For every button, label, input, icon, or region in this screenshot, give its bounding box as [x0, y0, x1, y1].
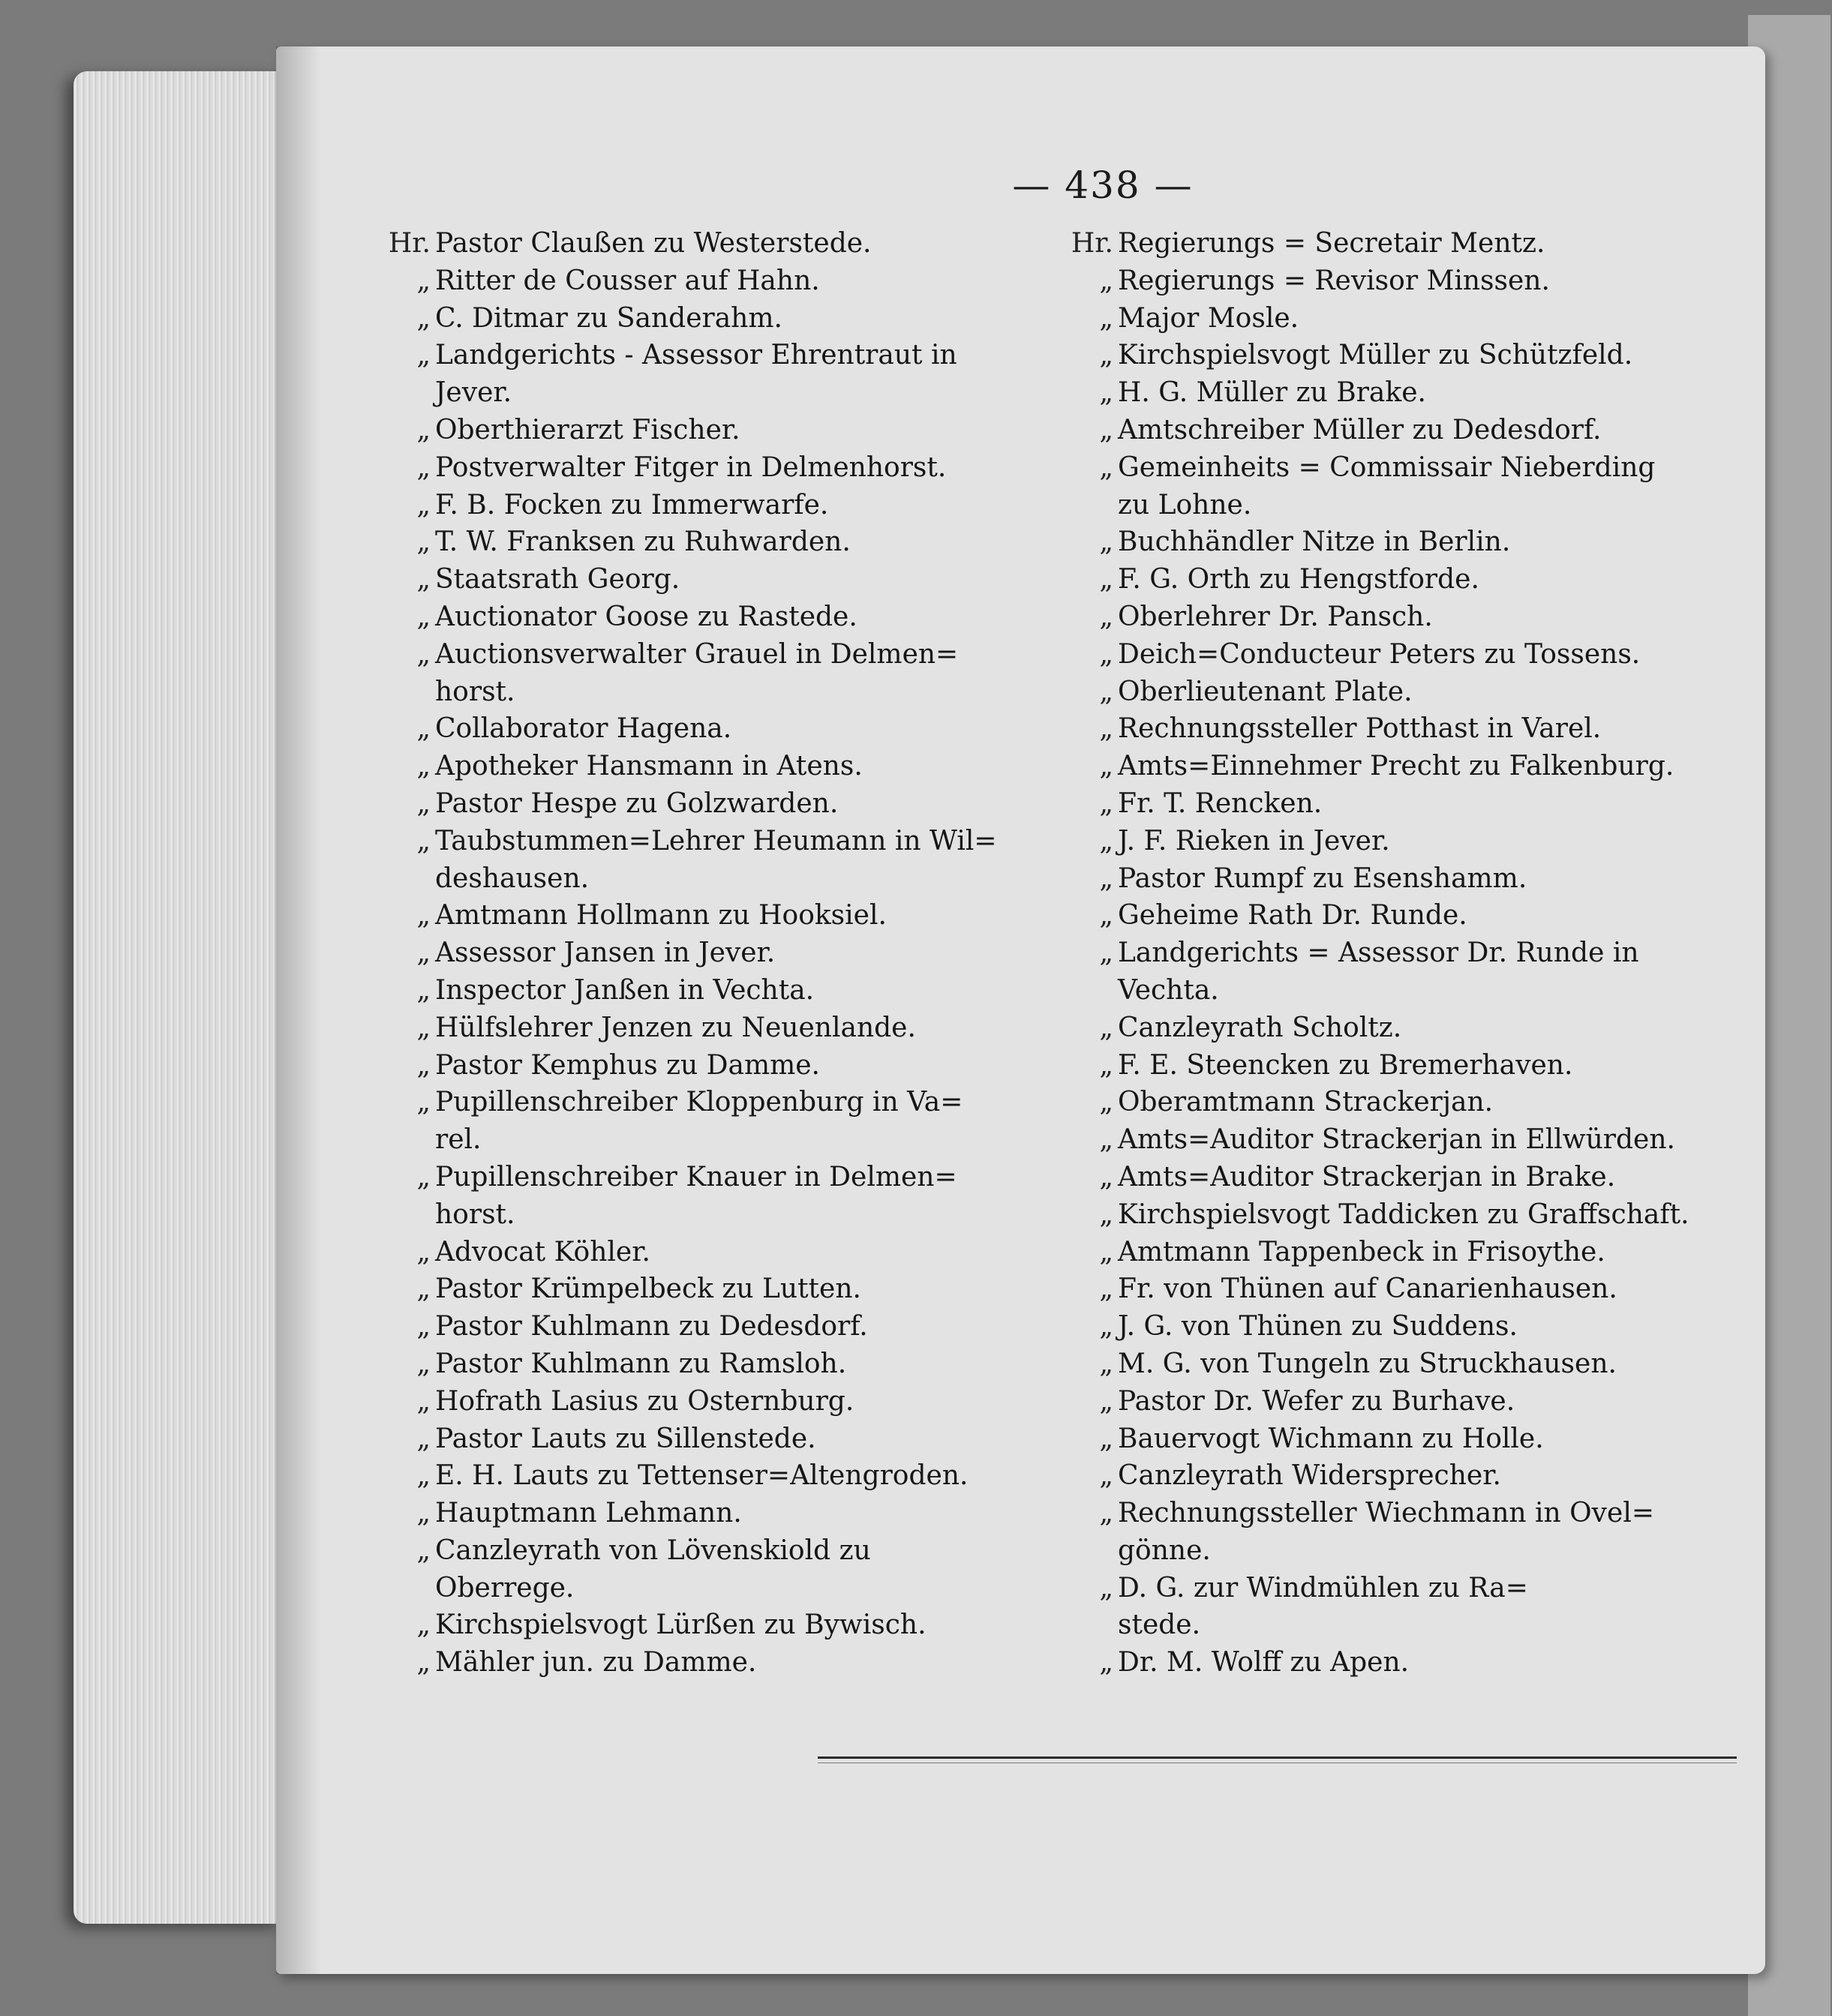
subscriber-name: Assessor Jansen in Jever.	[435, 938, 776, 969]
subscriber-line	[1118, 972, 1740, 1010]
subscriber-name: Amtmann Hollmann zu Hooksiel.	[435, 900, 887, 932]
subscriber-name: Pastor Kuhlmann zu Dedesdorf.	[435, 1311, 868, 1342]
subscriber-line	[416, 1084, 1080, 1121]
subscriber-line	[416, 1047, 1080, 1084]
subscriber-name: D. G. zur Windmühlen zu Ra=	[1118, 1572, 1528, 1604]
subscriber-name: H. G. Müller zu Brake.	[1118, 377, 1426, 409]
subscriber-line	[416, 337, 1080, 374]
subscriber-line	[435, 674, 1080, 711]
subscriber-line	[416, 449, 1080, 487]
subscriber-line	[1099, 374, 1740, 412]
subscriber-line	[435, 1121, 1080, 1159]
honorific-mark: „	[416, 825, 431, 856]
subscriber-line	[1099, 1196, 1740, 1234]
subscriber-line	[416, 785, 1080, 823]
subscriber-name: Amtmann Tappenbeck in Frisoythe.	[1118, 1236, 1605, 1268]
subscriber-name: F. E. Steencken zu Bremerhaven.	[1118, 1049, 1573, 1081]
subscriber-name: Inspector Janßen in Vechta.	[435, 974, 815, 1006]
subscriber-line	[1099, 524, 1740, 561]
subscriber-line	[1099, 1346, 1740, 1383]
honorific-mark: „	[1099, 1460, 1113, 1492]
subscriber-line	[1118, 1606, 1740, 1644]
subscriber-line	[416, 748, 1080, 785]
subscriber-line	[435, 1196, 1080, 1234]
subscriber-name: J. F. Rieken in Jever.	[1118, 825, 1390, 856]
subscriber-name: Pastor Kuhlmann zu Ramsloh.	[435, 1348, 847, 1379]
honorific-mark: „	[1099, 1572, 1113, 1604]
honorific-mark: „	[1099, 601, 1113, 632]
subscriber-line	[1099, 449, 1740, 487]
honorific-mark: „	[1099, 638, 1113, 670]
subscriber-line	[435, 374, 1080, 412]
honorific-mark: „	[1099, 1161, 1113, 1192]
honorific-mark: „	[416, 1274, 431, 1305]
subscriber-name: Hauptmann Lehmann.	[435, 1498, 742, 1529]
honorific-mark: „	[1099, 1348, 1113, 1379]
subscriber-name: Fr. von Thünen auf Canarienhausen.	[1118, 1274, 1617, 1305]
honorific-mark: „	[1099, 676, 1113, 707]
subscriber-line	[416, 897, 1080, 934]
honorific-mark: Hr.	[388, 228, 431, 259]
honorific-mark: „	[416, 1423, 431, 1454]
subscriber-line	[416, 1495, 1080, 1532]
subscriber-name: Collaborator Hagena.	[435, 713, 732, 745]
honorific-mark: „	[416, 302, 431, 334]
subscriber-line	[1071, 225, 1740, 262]
subscriber-name: Geheime Rath Dr. Runde.	[1118, 900, 1467, 932]
subscriber-line	[416, 1383, 1080, 1420]
subscriber-name: Amts=Auditor Strackerjan in Brake.	[1118, 1161, 1616, 1192]
subscriber-line	[1099, 674, 1740, 711]
subscriber-name: Kirchspielsvogt Lürßen zu Bywisch.	[435, 1610, 927, 1641]
honorific-mark: „	[416, 713, 431, 745]
closing-rule-thin	[818, 1762, 1737, 1763]
subscriber-line	[1099, 1234, 1740, 1271]
closing-rule	[818, 1756, 1737, 1759]
honorific-mark: „	[1099, 1498, 1113, 1529]
subscriber-line	[1099, 337, 1740, 374]
honorific-mark: „	[416, 1161, 431, 1192]
subscriber-name: Bauervogt Wichmann zu Holle.	[1118, 1423, 1544, 1454]
honorific-mark: „	[1099, 1012, 1113, 1043]
honorific-mark: Hr.	[1071, 228, 1113, 259]
honorific-mark: „	[1099, 788, 1113, 819]
honorific-mark: „	[1099, 1385, 1113, 1417]
subscriber-name: Ritter de Cousser auf Hahn.	[435, 265, 820, 296]
subscriber-name: Canzleyrath von Lövenskiold zu	[435, 1534, 871, 1566]
honorific-mark: „	[416, 1647, 431, 1678]
subscriber-line	[416, 1606, 1080, 1644]
honorific-mark: „	[1099, 862, 1113, 894]
honorific-mark: „	[1099, 713, 1113, 745]
subscriber-line	[416, 487, 1080, 524]
subscriber-name: Oberthierarzt Fischer.	[435, 414, 740, 446]
subscriber-name: Dr. M. Wolff zu Apen.	[1118, 1647, 1410, 1678]
honorific-mark: „	[416, 938, 431, 969]
subscriber-line	[416, 710, 1080, 748]
honorific-mark: „	[1099, 1198, 1113, 1230]
honorific-mark: „	[1099, 1423, 1113, 1454]
honorific-mark: „	[416, 1348, 431, 1379]
subscriber-line	[1099, 860, 1740, 898]
subscriber-line	[416, 934, 1080, 972]
subscriber-name: Deich=Conducteur Peters zu Tossens.	[1118, 638, 1641, 670]
subscriber-line	[1099, 1420, 1740, 1458]
subscriber-line	[1099, 1644, 1740, 1682]
honorific-mark: „	[1099, 1236, 1113, 1268]
subscriber-name: F. G. Orth zu Hengstforde.	[1118, 564, 1479, 596]
subscriber-name: Apotheker Hansmann in Atens.	[435, 751, 863, 782]
subscriber-line	[416, 1420, 1080, 1458]
honorific-mark: „	[416, 452, 431, 483]
subscriber-line	[1099, 710, 1740, 748]
subscriber-name: Auctionsverwalter Grauel in Delmen=	[435, 638, 959, 670]
subscriber-name: Postverwalter Fitger in Delmenhorst.	[435, 452, 947, 483]
honorific-mark: „	[416, 974, 431, 1006]
honorific-mark: „	[416, 414, 431, 446]
subscriber-line	[1099, 1457, 1740, 1495]
subscriber-line	[416, 300, 1080, 338]
honorific-mark: „	[1099, 900, 1113, 932]
subscriber-name: Auctionator Goose zu Rastede.	[435, 601, 857, 632]
book-page-edges	[74, 71, 284, 1924]
subscriber-name: Rechnungssteller Potthast in Varel.	[1118, 713, 1602, 745]
honorific-mark: „	[1099, 452, 1113, 483]
honorific-mark: „	[1099, 265, 1113, 296]
subscriber-name: Amts=Einnehmer Precht zu Falkenburg.	[1118, 751, 1674, 782]
subscriber-line	[416, 636, 1080, 674]
subscriber-line	[1099, 636, 1740, 674]
subscriber-name: Major Mosle.	[1118, 302, 1299, 334]
subscriber-name: F. B. Focken zu Immerwarfe.	[435, 489, 829, 520]
subscriber-line	[1099, 1308, 1740, 1346]
subscriber-name: Kirchspielsvogt Taddicken zu Graffschaft.	[1118, 1198, 1689, 1230]
subscriber-name: T. W. Franksen zu Ruhwarden.	[435, 526, 851, 558]
subscriber-name: Landgerichts = Assessor Dr. Runde in	[1118, 938, 1639, 969]
subscriber-line	[1099, 785, 1740, 823]
subscriber-line	[416, 262, 1080, 300]
honorific-mark: „	[1099, 1311, 1113, 1342]
page-number: — 438 —	[1012, 164, 1194, 207]
subscriber-line	[416, 1346, 1080, 1383]
honorific-mark: „	[1099, 1049, 1113, 1081]
honorific-mark: „	[1099, 1274, 1113, 1305]
subscriber-name: Pupillenschreiber Kloppenburg in Va=	[435, 1087, 963, 1118]
subscriber-line	[416, 1457, 1080, 1495]
subscriber-name: zu Lohne.	[1118, 489, 1252, 520]
subscriber-line	[1099, 1084, 1740, 1121]
subscriber-line	[1118, 487, 1740, 524]
honorific-mark: „	[416, 1610, 431, 1641]
honorific-mark: „	[416, 1498, 431, 1529]
subscriber-line	[416, 412, 1080, 449]
subscriber-name: Pastor Dr. Wefer zu Burhave.	[1118, 1385, 1515, 1417]
subscriber-name: deshausen.	[435, 862, 590, 894]
honorific-mark: „	[416, 1012, 431, 1043]
subscriber-name: Amts=Auditor Strackerjan in Ellwürden.	[1118, 1124, 1675, 1156]
honorific-mark: „	[416, 1087, 431, 1118]
subscriber-name: Mähler jun. zu Damme.	[435, 1647, 757, 1678]
subscriber-name: Jever.	[435, 377, 512, 409]
subscriber-name: Oberlehrer Dr. Pansch.	[1118, 601, 1433, 632]
subscriber-name: Regierungs = Revisor Minssen.	[1118, 265, 1550, 296]
subscriber-name: Hofrath Lasius zu Osternburg.	[435, 1385, 854, 1417]
subscriber-name: horst.	[435, 1198, 515, 1230]
honorific-mark: „	[416, 900, 431, 932]
honorific-mark: „	[416, 1534, 431, 1566]
subscriber-line	[1099, 1495, 1740, 1532]
subscriber-line	[1099, 823, 1740, 860]
honorific-mark: „	[1099, 825, 1113, 856]
honorific-mark: „	[1099, 1647, 1113, 1678]
gutter-shadow	[276, 46, 321, 1974]
subscriber-line	[1099, 1047, 1740, 1084]
subscriber-name: Rechnungssteller Wiechmann in Ovel=	[1118, 1498, 1654, 1529]
subscriber-name: Oberamtmann Strackerjan.	[1118, 1087, 1494, 1118]
honorific-mark: „	[416, 489, 431, 520]
left-column-list	[388, 225, 1080, 1682]
subscriber-line	[416, 1644, 1080, 1682]
subscriber-line	[416, 1234, 1080, 1271]
subscriber-line	[416, 1532, 1080, 1570]
honorific-mark: „	[416, 788, 431, 819]
subscriber-name: Oberlieutenant Plate.	[1118, 676, 1413, 707]
honorific-mark: „	[416, 1385, 431, 1417]
honorific-mark: „	[1099, 1087, 1113, 1118]
right-column-list	[1071, 225, 1740, 1682]
honorific-mark: „	[416, 1460, 431, 1492]
subscriber-name: Staatsrath Georg.	[435, 564, 680, 596]
subscriber-name: M. G. von Tungeln zu Struckhausen.	[1118, 1348, 1617, 1379]
subscriber-line	[1099, 934, 1740, 972]
honorific-mark: „	[416, 1311, 431, 1342]
subscriber-line	[1099, 1159, 1740, 1196]
honorific-mark: „	[416, 564, 431, 596]
honorific-mark: „	[1099, 340, 1113, 371]
subscriber-line	[388, 225, 1080, 262]
subscriber-line	[1099, 1570, 1740, 1607]
honorific-mark: „	[416, 265, 431, 296]
subscriber-name: Pastor Claußen zu Westerstede.	[435, 228, 872, 259]
subscriber-name: Pastor Kemphus zu Damme.	[435, 1049, 820, 1081]
subscriber-name: gönne.	[1118, 1534, 1211, 1566]
subscriber-line	[416, 1010, 1080, 1047]
subscriber-line	[1099, 1121, 1740, 1159]
subscriber-name: horst.	[435, 676, 515, 707]
subscriber-name: Kirchspielsvogt Müller zu Schützfeld.	[1118, 340, 1633, 371]
subscriber-name: stede.	[1118, 1610, 1201, 1641]
subscriber-name: Hülfslehrer Jenzen zu Neuenlande.	[435, 1012, 916, 1043]
subscriber-name: Buchhändler Nitze in Berlin.	[1118, 526, 1511, 558]
honorific-mark: „	[1099, 526, 1113, 558]
honorific-mark: „	[1099, 564, 1113, 596]
honorific-mark: „	[416, 526, 431, 558]
subscriber-name: Canzleyrath Widersprecher.	[1118, 1460, 1501, 1492]
subscriber-line	[435, 1570, 1080, 1607]
subscriber-name: Pastor Lauts zu Sillenstede.	[435, 1423, 816, 1454]
subscriber-name: Oberrege.	[435, 1572, 575, 1604]
subscriber-line	[416, 598, 1080, 636]
subscriber-line	[1099, 1270, 1740, 1308]
honorific-mark: „	[1099, 377, 1113, 409]
subscriber-name: Pastor Krümpelbeck zu Lutten.	[435, 1274, 861, 1305]
subscriber-line	[416, 561, 1080, 598]
honorific-mark: „	[1099, 751, 1113, 782]
subscriber-name: Pupillenschreiber Knauer in Delmen=	[435, 1161, 957, 1192]
honorific-mark: „	[1099, 938, 1113, 969]
subscriber-name: Canzleyrath Scholtz.	[1118, 1012, 1402, 1043]
subscriber-line	[1099, 598, 1740, 636]
subscriber-name: Taubstummen=Lehrer Heumann in Wil=	[435, 825, 997, 856]
honorific-mark: „	[416, 638, 431, 670]
subscriber-line	[435, 860, 1080, 898]
subscriber-name: C. Ditmar zu Sanderahm.	[435, 302, 782, 334]
subscriber-line	[1099, 412, 1740, 449]
subscriber-name: Amtschreiber Müller zu Dedesdorf.	[1118, 414, 1602, 446]
subscriber-name: Advocat Köhler.	[435, 1236, 650, 1268]
subscriber-name: Vechta.	[1118, 974, 1219, 1006]
subscriber-name: Landgerichts - Assessor Ehrentraut in	[435, 340, 957, 371]
subscriber-line	[416, 972, 1080, 1010]
subscriber-name: Pastor Hespe zu Golzwarden.	[435, 788, 839, 819]
honorific-mark: „	[416, 1236, 431, 1268]
honorific-mark: „	[416, 340, 431, 371]
subscriber-name: J. G. von Thünen zu Suddens.	[1118, 1311, 1518, 1342]
subscriber-line	[416, 1308, 1080, 1346]
subscriber-line	[1099, 1010, 1740, 1047]
subscriber-name: E. H. Lauts zu Tettenser=Altengroden.	[435, 1460, 969, 1492]
subscriber-name: Regierungs = Secretair Mentz.	[1118, 228, 1545, 259]
subscriber-line	[1118, 1532, 1740, 1570]
subscriber-name: rel.	[435, 1124, 482, 1156]
subscriber-line	[416, 1159, 1080, 1196]
subscriber-line	[1099, 300, 1740, 338]
subscriber-line	[416, 823, 1080, 860]
subscriber-line	[1099, 561, 1740, 598]
honorific-mark: „	[416, 751, 431, 782]
subscriber-name: Gemeinheits = Commissair Nieberding	[1118, 452, 1656, 483]
subscriber-line	[1099, 1383, 1740, 1420]
subscriber-name: Pastor Rumpf zu Esenshamm.	[1118, 862, 1527, 894]
honorific-mark: „	[416, 601, 431, 632]
subscriber-line	[416, 1270, 1080, 1308]
subscriber-line	[1099, 897, 1740, 934]
subscriber-line	[1099, 748, 1740, 785]
honorific-mark: „	[1099, 302, 1113, 334]
honorific-mark: „	[1099, 414, 1113, 446]
honorific-mark: „	[416, 1049, 431, 1081]
subscriber-line	[416, 524, 1080, 561]
subscriber-line	[1099, 262, 1740, 300]
honorific-mark: „	[1099, 1124, 1113, 1156]
subscriber-name: Fr. T. Rencken.	[1118, 788, 1323, 819]
